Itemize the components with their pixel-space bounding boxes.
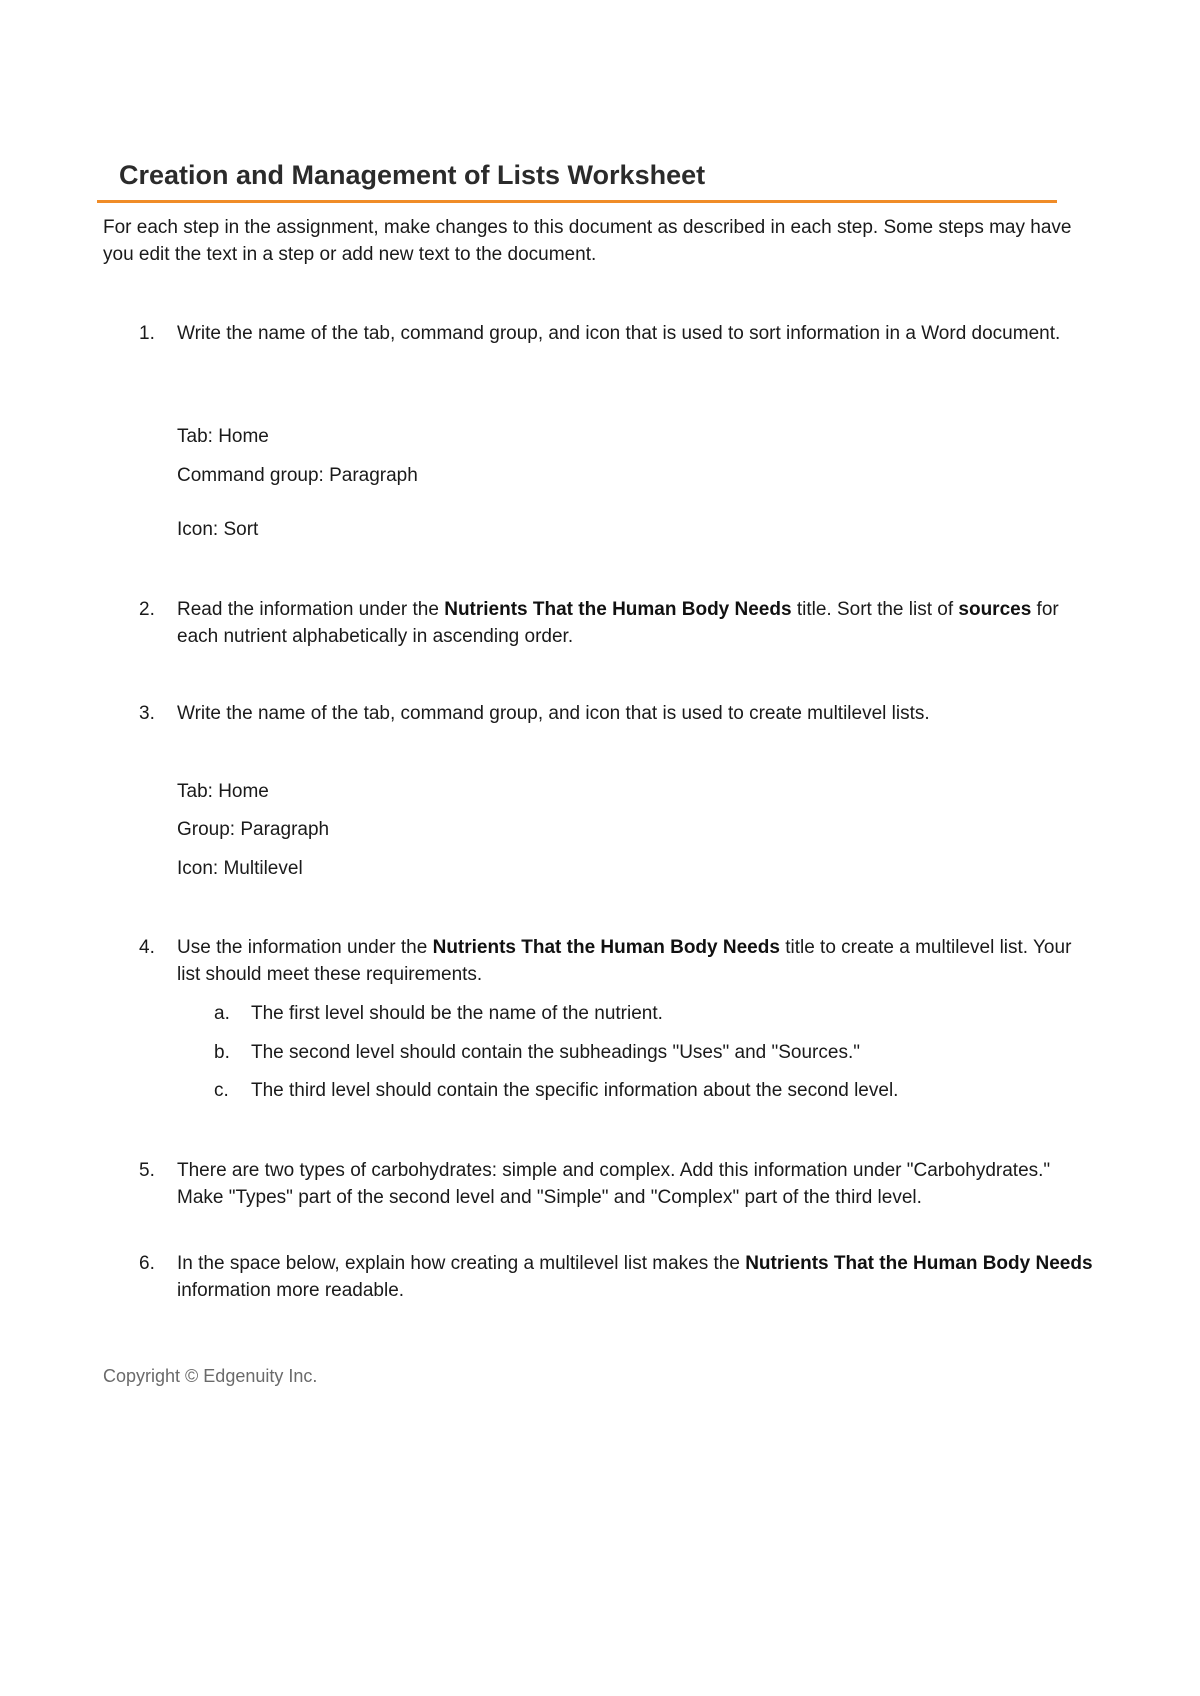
requirement-letter: b. bbox=[214, 1042, 230, 1063]
title-underline bbox=[97, 200, 1057, 203]
requirement-letter: c. bbox=[214, 1080, 229, 1101]
answer-group[interactable]: Group: Paragraph bbox=[177, 819, 330, 840]
requirement-text: The second level should contain the subheadings "Uses" and "Sources." bbox=[251, 1042, 860, 1063]
step-number: 3. bbox=[139, 703, 155, 724]
answer-icon[interactable]: Icon: Multilevel bbox=[177, 858, 303, 879]
step-number: 2. bbox=[139, 599, 155, 620]
page-title: Creation and Management of Lists Worksheet bbox=[119, 160, 706, 190]
step-text: There are two types of carbohydrates: simple and complex. Add this information under "Carbohydrates." Make "Types" part of the second level and "Simple" and "Complex" part of the third level. bbox=[177, 1160, 1051, 1208]
step-number: 4. bbox=[139, 937, 155, 958]
requirement-text: The third level should contain the specific information about the second level. bbox=[251, 1080, 899, 1101]
step-number: 1. bbox=[139, 323, 155, 344]
requirement-text: The first level should be the name of the nutrient. bbox=[251, 1003, 663, 1024]
step-text: Use the information under the Nutrients That the Human Body Needs title to create a multilevel list. Your list should meet these requirements. bbox=[177, 937, 1072, 985]
answer-tab[interactable]: Tab: Home bbox=[177, 781, 269, 802]
bold-sources: sources bbox=[958, 599, 1032, 620]
answer-tab[interactable]: Tab: Home bbox=[177, 426, 269, 447]
step-text: Read the information under the Nutrients That the Human Body Needs title. Sort the list of sources for each nutrient alphabetically in ascending order. bbox=[177, 599, 1059, 647]
step-text: Write the name of the tab, command group, and icon that is used to create multilevel lists. bbox=[177, 703, 930, 724]
step-number: 5. bbox=[139, 1160, 155, 1181]
answer-icon[interactable]: Icon: Sort bbox=[177, 519, 259, 540]
step-text: Write the name of the tab, command group, and icon that is used to sort information in a Word document. bbox=[177, 323, 1061, 344]
copyright-footer: Copyright © Edgenuity Inc. bbox=[103, 1366, 318, 1386]
intro-paragraph: For each step in the assignment, make changes to this document as described in each step. Some steps may have you edit the text in a step or add new text to the document. bbox=[103, 217, 1072, 265]
requirement-letter: a. bbox=[214, 1003, 230, 1024]
bold-title-reference: Nutrients That the Human Body Needs bbox=[432, 937, 780, 958]
step-text: In the space below, explain how creating a multilevel list makes the Nutrients That the Human Body Needs information more readable. bbox=[177, 1253, 1093, 1301]
bold-title-reference: Nutrients That the Human Body Needs bbox=[745, 1253, 1093, 1274]
bold-title-reference: Nutrients That the Human Body Needs bbox=[444, 599, 792, 620]
answer-command-group[interactable]: Command group: Paragraph bbox=[177, 465, 418, 486]
step-number: 6. bbox=[139, 1253, 155, 1274]
